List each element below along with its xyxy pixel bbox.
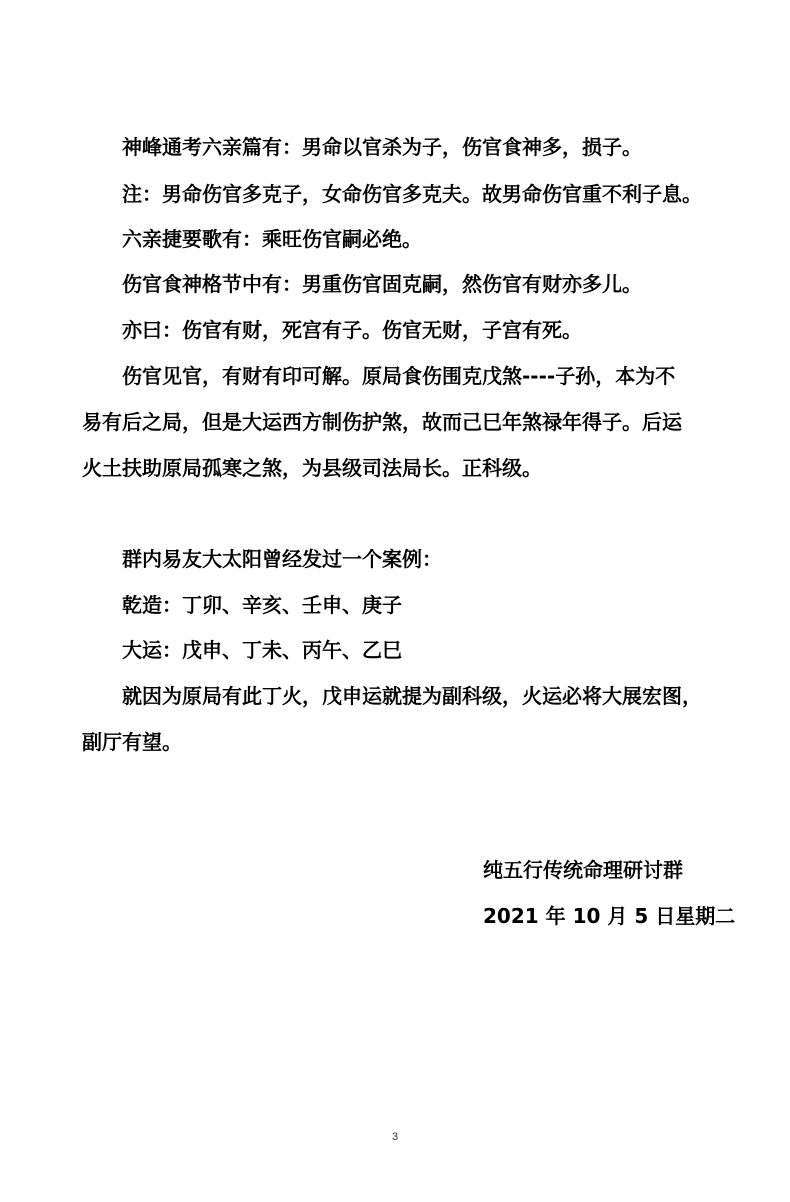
page-number: 3 (391, 1131, 399, 1143)
paragraph-liuqin: 神峰通考六亲篇有：男命以官杀为子，伤官食神多，损子。 (122, 135, 642, 159)
paragraph-analysis-line2: 易有后之局，但是大运西方制伤护煞，故而己巳年煞禄年得子。后运 (82, 410, 682, 434)
paragraph-conclusion-line1: 就因为原局有此丁火，戊申运就提为副科级，火运必将大展宏图， (122, 684, 702, 708)
paragraph-case-intro: 群内易友大太阳曾经发过一个案例： (122, 547, 442, 571)
paragraph-also: 亦曰：伤官有财，死宫有子。伤官无财，子宫有死。 (122, 318, 582, 342)
paragraph-section: 伤官食神格节中有：男重伤官固克嗣，然伤官有财亦多儿。 (122, 272, 642, 296)
paragraph-song: 六亲捷要歌有：乘旺伤官嗣必绝。 (122, 227, 422, 251)
paragraph-analysis-line1: 伤官见官，有财有印可解。原局食伤围克戊煞----子孙，本为不 (122, 364, 676, 388)
paragraph-analysis-line3: 火土扶助原局孤寒之煞，为县级司法局长。正科级。 (82, 456, 542, 480)
paragraph-conclusion-line2: 副厅有望。 (82, 730, 182, 754)
paragraph-note: 注：男命伤官多克子，女命伤官多克夫。故男命伤官重不利子息。 (122, 182, 702, 206)
paragraph-chart: 乾造：丁卯、辛亥、壬申、庚子 (122, 593, 402, 617)
signature-date: 2021 年 10 月 5 日星期二 (483, 904, 736, 928)
paragraph-luck-cycles: 大运：戊申、丁未、丙午、乙巳 (122, 638, 402, 662)
signature-group: 纯五行传统命理研讨群 (483, 858, 683, 882)
